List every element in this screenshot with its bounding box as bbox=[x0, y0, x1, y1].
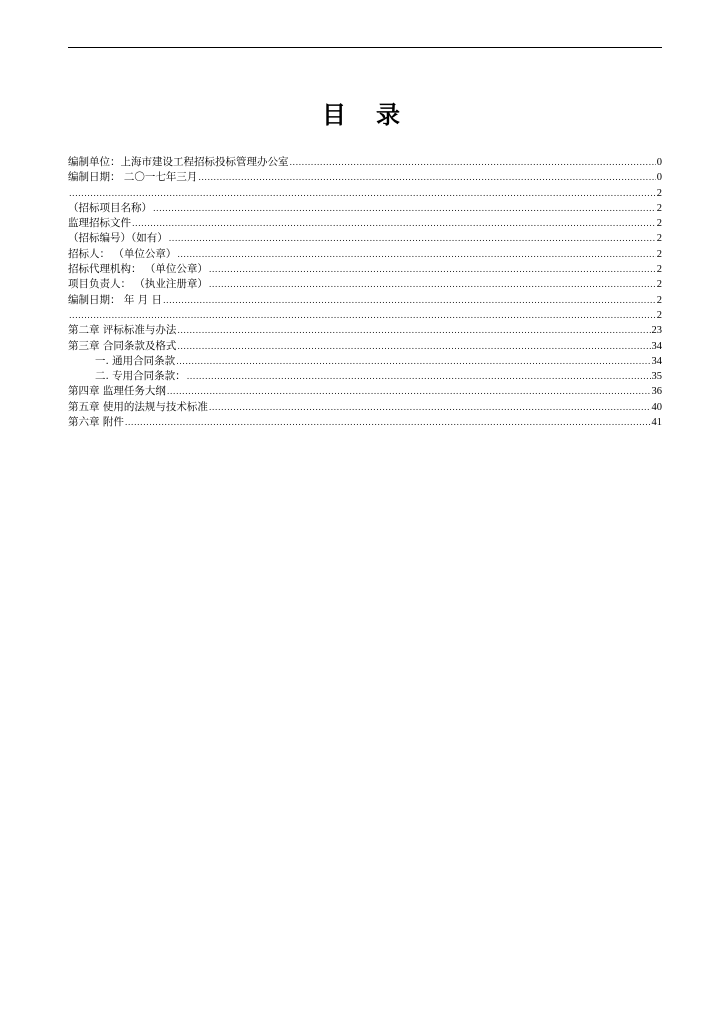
toc-entry[interactable] bbox=[68, 201, 662, 216]
toc-entry-label: 项目负责人： （执业注册章） bbox=[68, 278, 208, 291]
dot-leader bbox=[187, 369, 651, 384]
toc-entry-label: 一. 通用合同条款 bbox=[95, 354, 176, 367]
dot-leader bbox=[169, 231, 656, 246]
toc-entry-label: 第二章 评标标准与办法 bbox=[68, 324, 177, 337]
toc-entry-label: （招标项目名称） bbox=[68, 201, 152, 214]
page-title bbox=[0, 95, 724, 130]
toc-entry-label: 编制日期： 二〇一七年三月 bbox=[68, 171, 198, 184]
toc-entry-page: 41 bbox=[651, 417, 662, 429]
dot-leader bbox=[132, 216, 656, 231]
dot-leader bbox=[290, 155, 656, 170]
table-of-contents bbox=[68, 155, 662, 430]
toc-entry-page: 2 bbox=[656, 279, 662, 291]
dot-leader bbox=[198, 170, 655, 185]
toc-entry-page: 35 bbox=[651, 371, 662, 383]
toc-entry-page: 36 bbox=[651, 386, 662, 398]
dot-leader bbox=[163, 293, 656, 308]
toc-entry-page: 2 bbox=[656, 264, 662, 276]
toc-entry-label: 招标代理机构： （单位公章） bbox=[68, 263, 208, 276]
header-rule bbox=[68, 47, 662, 48]
toc-entry-page: 2 bbox=[656, 233, 662, 245]
toc-entry[interactable] bbox=[68, 262, 662, 277]
toc-entry[interactable] bbox=[68, 293, 662, 308]
toc-entry-page: 34 bbox=[651, 355, 662, 367]
toc-entry[interactable] bbox=[68, 186, 662, 201]
toc-entry-label: 第三章 合同条款及格式 bbox=[68, 339, 177, 352]
toc-entry-page: 0 bbox=[656, 157, 662, 168]
dot-leader bbox=[69, 308, 656, 323]
dot-leader bbox=[176, 354, 650, 369]
toc-entry[interactable] bbox=[68, 170, 662, 185]
dot-leader bbox=[177, 339, 650, 354]
dot-leader bbox=[125, 415, 651, 430]
toc-entry[interactable] bbox=[68, 369, 662, 384]
dot-leader bbox=[209, 400, 651, 415]
toc-entry-label: （招标编号）（如有） bbox=[68, 232, 168, 245]
dot-leader bbox=[177, 323, 650, 338]
toc-entry[interactable] bbox=[68, 354, 662, 369]
toc-entry-page: 2 bbox=[656, 218, 662, 230]
toc-entry-page: 2 bbox=[656, 294, 662, 306]
toc-entry-label: 监理招标文件 bbox=[68, 217, 131, 230]
toc-entry[interactable] bbox=[68, 277, 662, 292]
toc-entry[interactable] bbox=[68, 323, 662, 338]
toc-entry-label: 二. 专用合同条款： bbox=[95, 370, 186, 383]
toc-entry-label: 第四章 监理任务大纲 bbox=[68, 385, 166, 398]
toc-entry-page: 2 bbox=[656, 187, 662, 199]
toc-entry[interactable] bbox=[68, 415, 662, 430]
toc-entry-page: 40 bbox=[651, 401, 662, 413]
toc-entry[interactable] bbox=[68, 384, 662, 399]
toc-entry-label: 编制日期： 年 月 日 bbox=[68, 293, 163, 306]
dot-leader bbox=[167, 384, 651, 399]
toc-entry-page: 2 bbox=[656, 309, 662, 321]
toc-entry-label: 第六章 附件 bbox=[68, 416, 124, 429]
toc-entry[interactable] bbox=[68, 400, 662, 415]
toc-entry[interactable] bbox=[68, 216, 662, 231]
dot-leader bbox=[209, 277, 656, 292]
dot-leader bbox=[177, 247, 655, 262]
toc-entry-label: 招标人： （单位公章） bbox=[68, 247, 177, 260]
toc-entry-page: 2 bbox=[656, 248, 662, 260]
toc-entry-page: 23 bbox=[651, 325, 662, 337]
dot-leader bbox=[209, 262, 656, 277]
title-char-2: 录 bbox=[376, 101, 402, 129]
toc-entry-label: 第五章 使用的法规与技术标准 bbox=[68, 400, 208, 413]
toc-entry[interactable] bbox=[68, 247, 662, 262]
dot-leader bbox=[69, 186, 656, 201]
toc-entry-label: 编制单位：上海市建设工程招标投标管理办公室 bbox=[68, 156, 289, 168]
toc-entry[interactable] bbox=[68, 308, 662, 323]
dot-leader bbox=[153, 201, 656, 216]
toc-entry-page: 34 bbox=[651, 340, 662, 352]
toc-entry-page: 2 bbox=[656, 202, 662, 214]
toc-entry[interactable] bbox=[68, 231, 662, 246]
toc-entry[interactable] bbox=[68, 339, 662, 354]
toc-entry-page: 0 bbox=[656, 172, 662, 184]
title-char-1: 目 bbox=[322, 101, 348, 129]
toc-entry[interactable] bbox=[68, 155, 662, 170]
